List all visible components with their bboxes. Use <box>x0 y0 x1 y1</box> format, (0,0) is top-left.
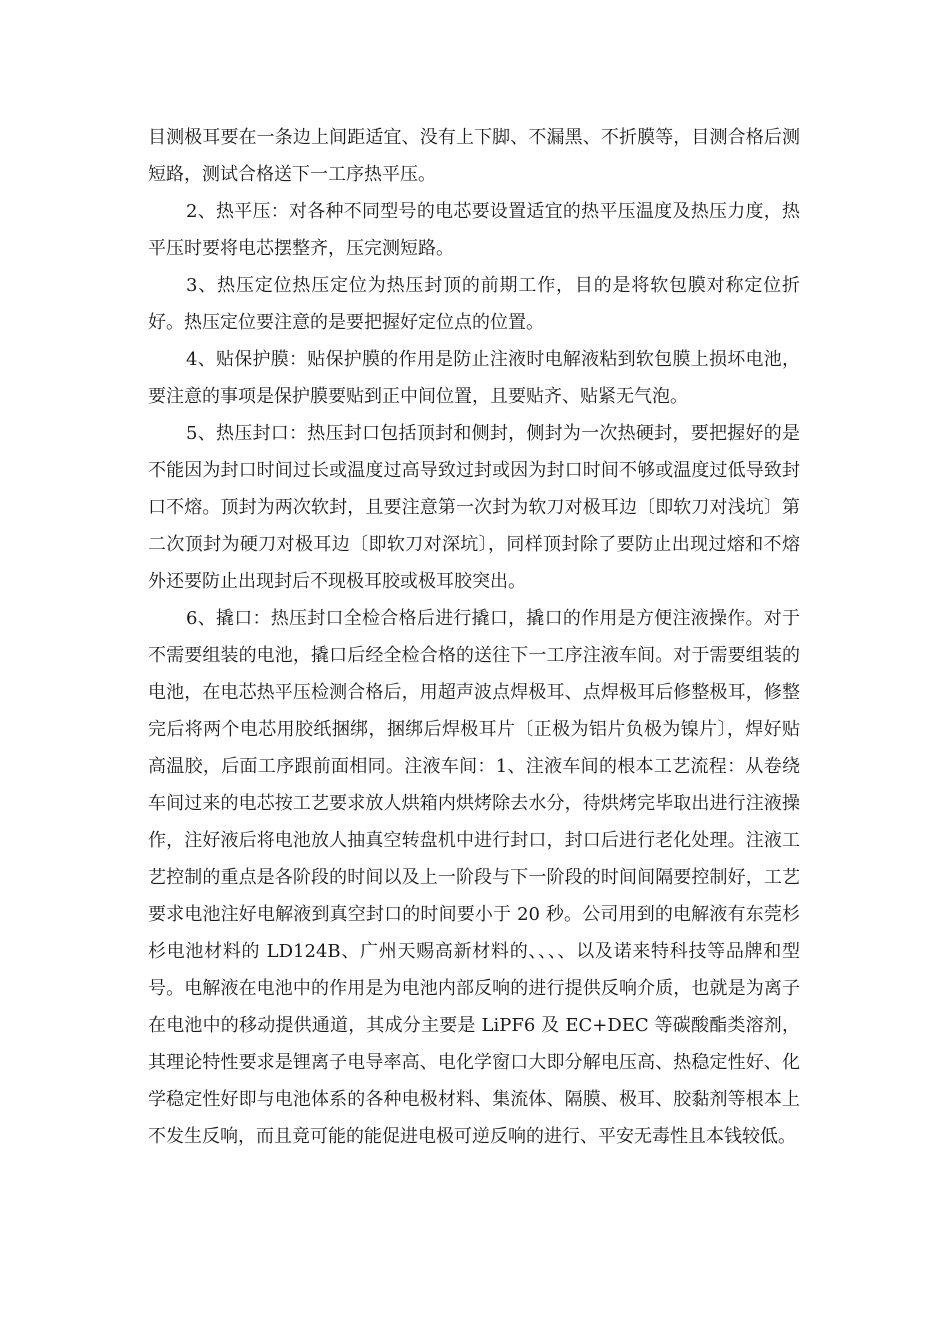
paragraph-heat-seal: 5、热压封口：热压封口包括顶封和侧封，侧封为一次热硬封，要把握好的是不能因为封口时间过长或温度过高导致过封或因为封口时间不够或温度过低导致封口不熔。顶封为两次软封，且要注意第一次封为软刀对极耳边〔即软刀对浅坑〕第二次顶封为硬刀对极耳边〔即软刀对深坑〕，同样顶封除了要防止出现过熔和不熔外还要防止出现封后不现极耳胶或极耳胶突出。 <box>148 423 800 592</box>
paragraph-pry-opening: 6、撬口：热压封口全检合格后进行撬口，撬口的作用是方便注液操作。对于不需要组装的电池，撬口后经全检合格的送往下一工序注液车间。对于需要组装的电池，在电芯热平压检测合格后，用超声波点焊极耳、点焊极耳后修整极耳，修整完后将两个电芯用胶纸捆绑，捆绑后焊极耳片〔正极为铝片负极为镍片〕，焊好贴高温胶，后面工序跟前面相同。注液车间：1、注液车间的根本工艺流程：从卷绕车间过来的电芯按工艺要求放人烘箱内烘烤除去水分，待烘烤完毕取出进行注液操作，注好液后将电池放人抽真空转盘机中进行封口，封口后进行老化处理。注液工艺控制的重点是各阶段的时间以及上一阶段与下一阶段的时间间隔要控制好，工艺要求电池注好电解液到真空封口的时间要小于 20 秒。公司用到的电解液有东莞杉杉电池材料的 LD124B、广州天赐高新材料的、、、、以及诺来特科技等品牌和型号。电解液在电池中的作用是为电池内部反响的进行提供反响介质，也就是为离子在电池中的移动提供通道，其成分主要是 LiPF6 及 EC+DEC 等碳酸酯类溶剂，其理论特性要求是锂离子电导率高、电化学窗口大即分解电压高、热稳定性好、化学稳定性好即与电池体系的各种电极材料、集流体、隔膜、极耳、胶黏剂等根本上不发生反响，而且竟可能的能促进电极可逆反响的进行、平安无毒性且本钱较低。 <box>148 608 800 1147</box>
paragraph-heat-flat-press: 2、热平压：对各种不同型号的电芯要设置适宜的热平压温度及热压力度，热平压时要将电芯摆整齐，压完测短路。 <box>148 201 800 259</box>
document-body <box>148 119 800 1155</box>
paragraph-continuation: 目测极耳要在一条边上间距适宜、没有上下脚、不漏黑、不折膜等，目测合格后测短路，测试合格送下一工序热平压。 <box>148 127 800 185</box>
paragraph-protective-film: 4、贴保护膜：贴保护膜的作用是防止注液时电解液粘到软包膜上损坏电池，要注意的事项是保护膜要贴到正中间位置，且要贴齐、贴紧无气泡。 <box>148 349 800 407</box>
paragraph-heat-press-positioning: 3、热压定位热压定位为热压封顶的前期工作，目的是将软包膜对称定位折好。热压定位要注意的是要把握好定位点的位置。 <box>148 275 800 333</box>
